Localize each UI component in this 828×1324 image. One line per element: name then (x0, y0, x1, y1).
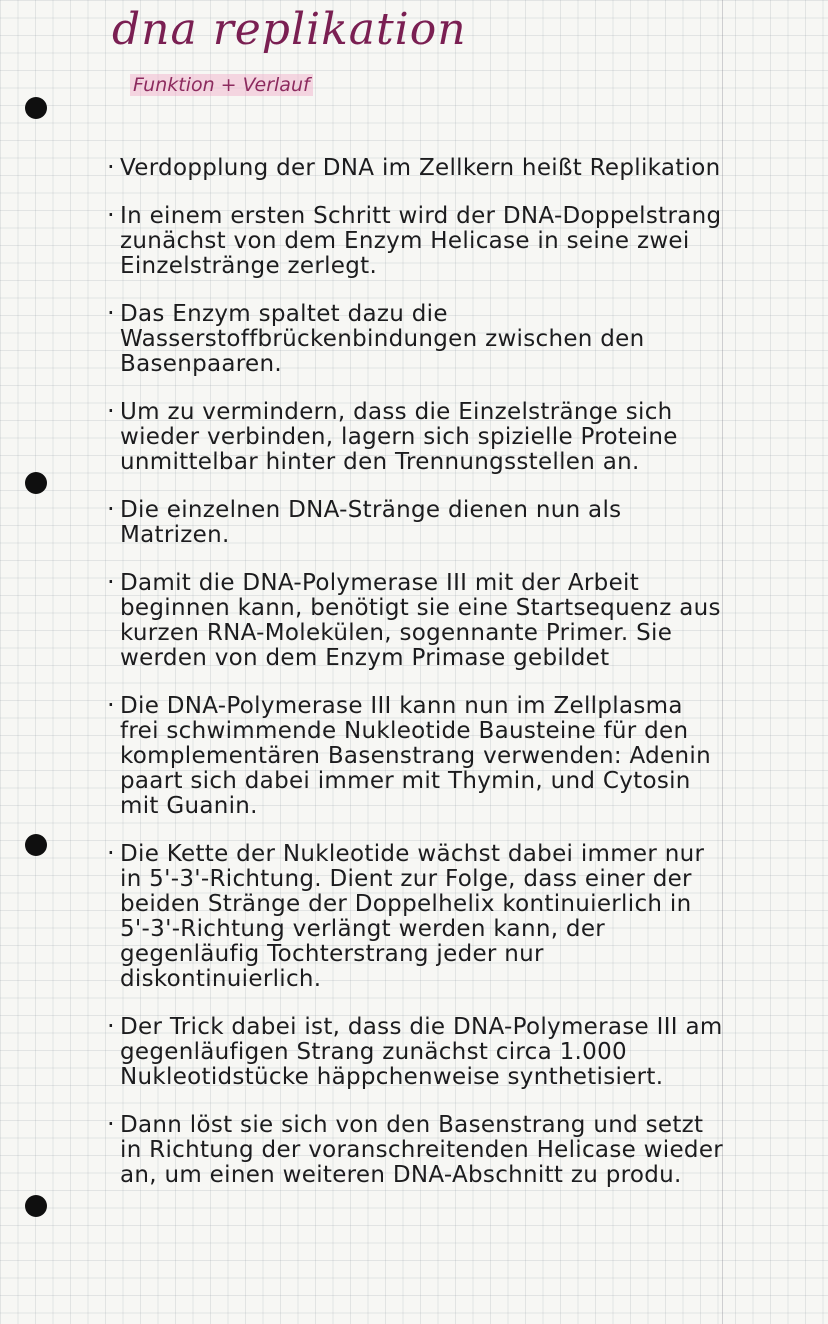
punch-hole-3 (25, 834, 47, 856)
page-title: dna replikation (112, 4, 467, 55)
punch-hole-4 (25, 1195, 47, 1217)
note-bullet-7: · Die DNA-Polymerase III kann nun im Zellplasma frei schwimmende Nukleotide Bausteine für den komplementären Basenstrang verwenden: Adenin paart sich dabei immer mit Thymin, und Cytosin mit Guanin. (120, 694, 725, 819)
subtitle-text: Funktion + Verlauf (130, 74, 313, 96)
note-bullet-10: · Dann löst sie sich von den Basenstrang und setzt in Richtung der voranschreitenden Helicase wieder an, um einen weiteren DNA-Abschnitt zu produ. (120, 1113, 725, 1188)
note-bullet-2: · In einem ersten Schritt wird der DNA-Doppelstrang zunächst von dem Enzym Helicase in seine zwei Einzelstränge zerlegt. (120, 204, 725, 279)
note-bullet-9: · Der Trick dabei ist, dass die DNA-Polymerase III am gegenläufigen Strang zunächst circa 1.000 Nukleotidstücke häppchenweise synthetisiert. (120, 1015, 725, 1090)
note-bullet-8: · Die Kette der Nukleotide wächst dabei immer nur in 5'-3'-Richtung. Dient zur Folge, dass einer der beiden Stränge der Doppelhelix kontinuierlich in 5'-3'-Richtung verlängt werden kann, der gegenläufig Tochterstrang jeder nur diskontinuierlich. (120, 842, 725, 992)
note-bullet-1: · Verdopplung der DNA im Zellkern heißt Replikation (120, 156, 725, 181)
notes-list (120, 156, 725, 1211)
page-subtitle (130, 74, 313, 96)
note-bullet-5: · Die einzelnen DNA-Stränge dienen nun als Matrizen. (120, 498, 725, 548)
note-bullet-3: · Das Enzym spaltet dazu die Wasserstoffbrückenbindungen zwischen den Basenpaaren. (120, 302, 725, 377)
punch-hole-2 (25, 472, 47, 494)
note-bullet-4: · Um zu vermindern, dass die Einzelstränge sich wieder verbinden, lagern sich spizielle Proteine unmittelbar hinter den Trennungsstellen an. (120, 400, 725, 475)
punch-hole-1 (25, 97, 47, 119)
note-bullet-6: · Damit die DNA-Polymerase III mit der Arbeit beginnen kann, benötigt sie eine Startsequenz aus kurzen RNA-Molekülen, sogennante Primer. Sie werden von dem Enzym Primase gebildet (120, 571, 725, 671)
